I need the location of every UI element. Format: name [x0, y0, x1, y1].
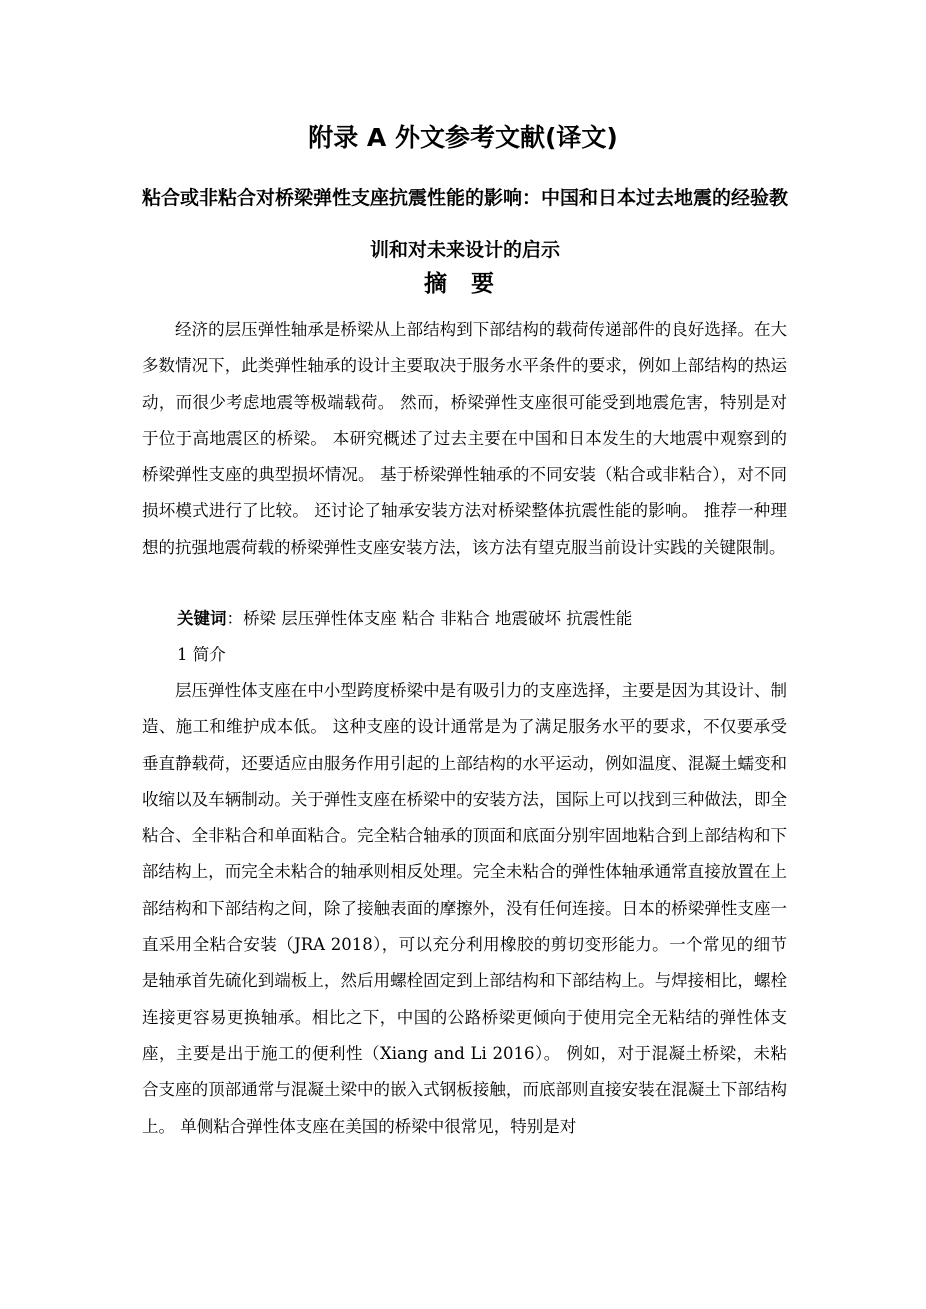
keywords-text: ：桥梁 层压弹性体支座 粘合 非粘合 地震破坏 抗震性能 [226, 609, 633, 628]
paper-title: 粘合或非粘合对桥梁弹性支座抗震性能的影响：中国和日本过去地震的经验教训和对未来设计的启示 [141, 187, 788, 261]
abstract-heading: 摘 要 [423, 271, 502, 297]
keywords-line [177, 601, 787, 637]
introduction-paragraph: 层压弹性体支座在中小型跨度桥梁中是有吸引力的支座选择，主要是因为其设计、制造、施工和维护成本低。 这种支座的设计通常是为了满足服务水平的要求，不仅要承受垂直静载荷，还要适应由服务作用引起的上部结构的水平运动，例如温度、混凝土蠕变和收缩以及车辆制动。关于弹性支座在桥梁中的安装方法，国际上可以找到三种做法，即全粘合、全非粘合和单面粘合。完全粘合轴承的顶面和底面分别牢固地粘合到上部结构和下部结构上，而完全未粘合的轴承则相反处理。完全未粘合的弹性体轴承通常直接放置在上部结构和下部结构之间，除了接触表面的摩擦外，没有任何连接。日本的桥梁弹性支座一直采用全粘合安装（JRA 2018），可以充分利用橡胶的剪切变形能力。一个常见的细节是轴承首先硫化到端板上，然后用螺栓固定到上部结构和下部结构上。与焊接相比，螺栓连接更容易更换轴承。相比之下，中国的公路桥梁更倾向于使用完全无粘结的弹性体支座，主要是出于施工的便利性（Xiang and Li 2016）。 例如，对于混凝土桥梁，未粘合支座的顶部通常与混凝土梁中的嵌入式钢板接触，而底部则直接安装在混凝土下部结构上。 单侧粘合弹性体支座在美国的桥梁中很常见，特别是对 [142, 681, 787, 1136]
appendix-title: 附录 A 外文参考文献(译文) [308, 123, 618, 152]
section-heading-introduction: 1 简介 [177, 645, 226, 664]
abstract-paragraph: 经济的层压弹性轴承是桥梁从上部结构到下部结构的载荷传递部件的良好选择。在大多数情况下，此类弹性轴承的设计主要取决于服务水平条件的要求，例如上部结构的热运动，而很少考虑地震等极端载荷。 然而，桥梁弹性支座很可能受到地震危害，特别是对于位于高地震区的桥梁。 本研究概述了过去主要在中国和日本发生的大地震中观察到的桥梁弹性支座的典型损坏情况。 基于桥梁弹性轴承的不同安装（粘合或非粘合），对不同损坏模式进行了比较。 还讨论了轴承安装方法对桥梁整体抗震性能的影响。 推荐一种理想的抗强地震荷载的桥梁弹性支座安装方法，该方法有望克服当前设计实践的关键限制。 [142, 320, 787, 557]
keywords-label: 关键词 [177, 609, 227, 628]
